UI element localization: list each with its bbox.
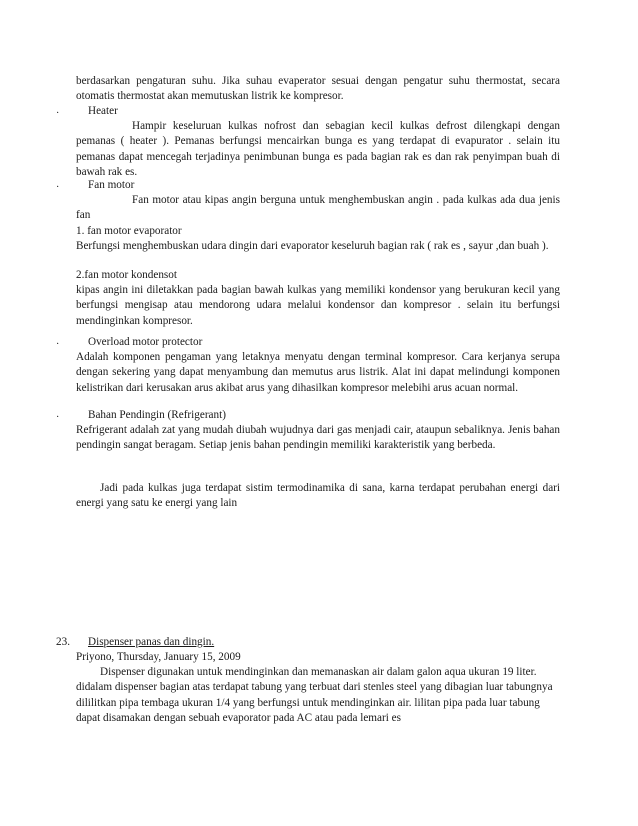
fan-motor-paragraph: Fan motor atau kipas angin berguna untuk menghembuskan angin . pada kulkas ada dua jenis fan xyxy=(76,194,560,222)
thermostat-paragraph: berdasarkan pengaturan suhu. Jika suhau evaperator sesuai dengan pengatur suhu thermostat, secara otomatis thermostat akan memutuskan listrik ke kompresor. xyxy=(76,75,560,103)
overload-heading: Overload motor protector xyxy=(88,336,203,348)
bullet-refrigerant: · xyxy=(56,412,60,423)
closing-paragraph: Jadi pada kulkas juga terdapat sistim termodinamika di sana, karna terdapat perubahan energi dari energi yang satu ke energi yang lain xyxy=(76,482,560,510)
section-byline: Priyono, Thursday, January 15, 2009 xyxy=(76,651,241,663)
fan-motor-heading: Fan motor xyxy=(88,179,135,191)
fan-item-kondensot-title: 2.fan motor kondensot xyxy=(76,269,177,281)
refrigerant-paragraph: Refrigerant adalah zat yang mudah diubah wujudnya dari gas menjadi cair, ataupun sebaliknya. Jenis bahan pendingin sangat beragam. Setiap jenis bahan pendingin memiliki karakteristik yang berbeda. xyxy=(76,424,560,452)
bullet-overload: · xyxy=(56,339,60,350)
section-number: 23. xyxy=(56,636,70,648)
fan-item-kondensot-text: kipas angin ini diletakkan pada bagian bawah kulkas yang memiliki kondensor yang berukuran kecil yang berfungsi mengisap atau mendorong udara melalui kondensor dan kompresor . selain itu berfungsi mendinginkan kompresor. xyxy=(76,284,560,327)
dispenser-paragraph: Dispenser digunakan untuk mendinginkan dan memanaskan air dalam galon aqua ukuran 19 liter. didalam dispenser bagian atas terdapat tabung yang terbuat dari stenles steel yang dibagian luar tabungnya dililitkan pipa tembaga ukuran 1/4 yang berfungsi untuk mendinginkan air. lilitan pipa pada luar tabung dapat disamakan dengan sebuah evaporator pada AC atau pada lemari es xyxy=(76,666,553,725)
section-title: Dispenser panas dan dingin. xyxy=(88,636,215,648)
heater-paragraph: Hampir keseluruan kulkas nofrost dan sebagian kecil kulkas defrost dilengkapi dengan pemanas ( heater ). Pemanas berfungsi mencairkan bunga es yang terdapat di evapurator . selain itu pemanas dapat mencegah terjadinya penimbunan bunga es pada bagian rak es dan rak penyimpan buah di bawah rak es. xyxy=(76,120,560,179)
bullet-heater: · xyxy=(56,108,60,119)
fan-item-evaporator-title: 1. fan motor evaporator xyxy=(76,225,182,237)
overload-paragraph: Adalah komponen pengaman yang letaknya menyatu dengan terminal kompresor. Cara kerjanya serupa dengan sekering yang dapat menyambung dan memutus arus listrik. Alat ini dapat melindungi komponen kelistrikan dari kerusakan arus akibat arus yang dihasilkan kompresor melebihi arus acuan normal. xyxy=(76,351,560,394)
fan-item-evaporator-text: Berfungsi menghembuskan udara dingin dari evaporator keseluruh bagian rak ( rak es , sayur ,dan buah ). xyxy=(76,240,549,252)
refrigerant-heading: Bahan Pendingin (Refrigerant) xyxy=(88,409,226,421)
bullet-fan-motor: · xyxy=(56,182,60,193)
heater-heading: Heater xyxy=(88,105,118,117)
